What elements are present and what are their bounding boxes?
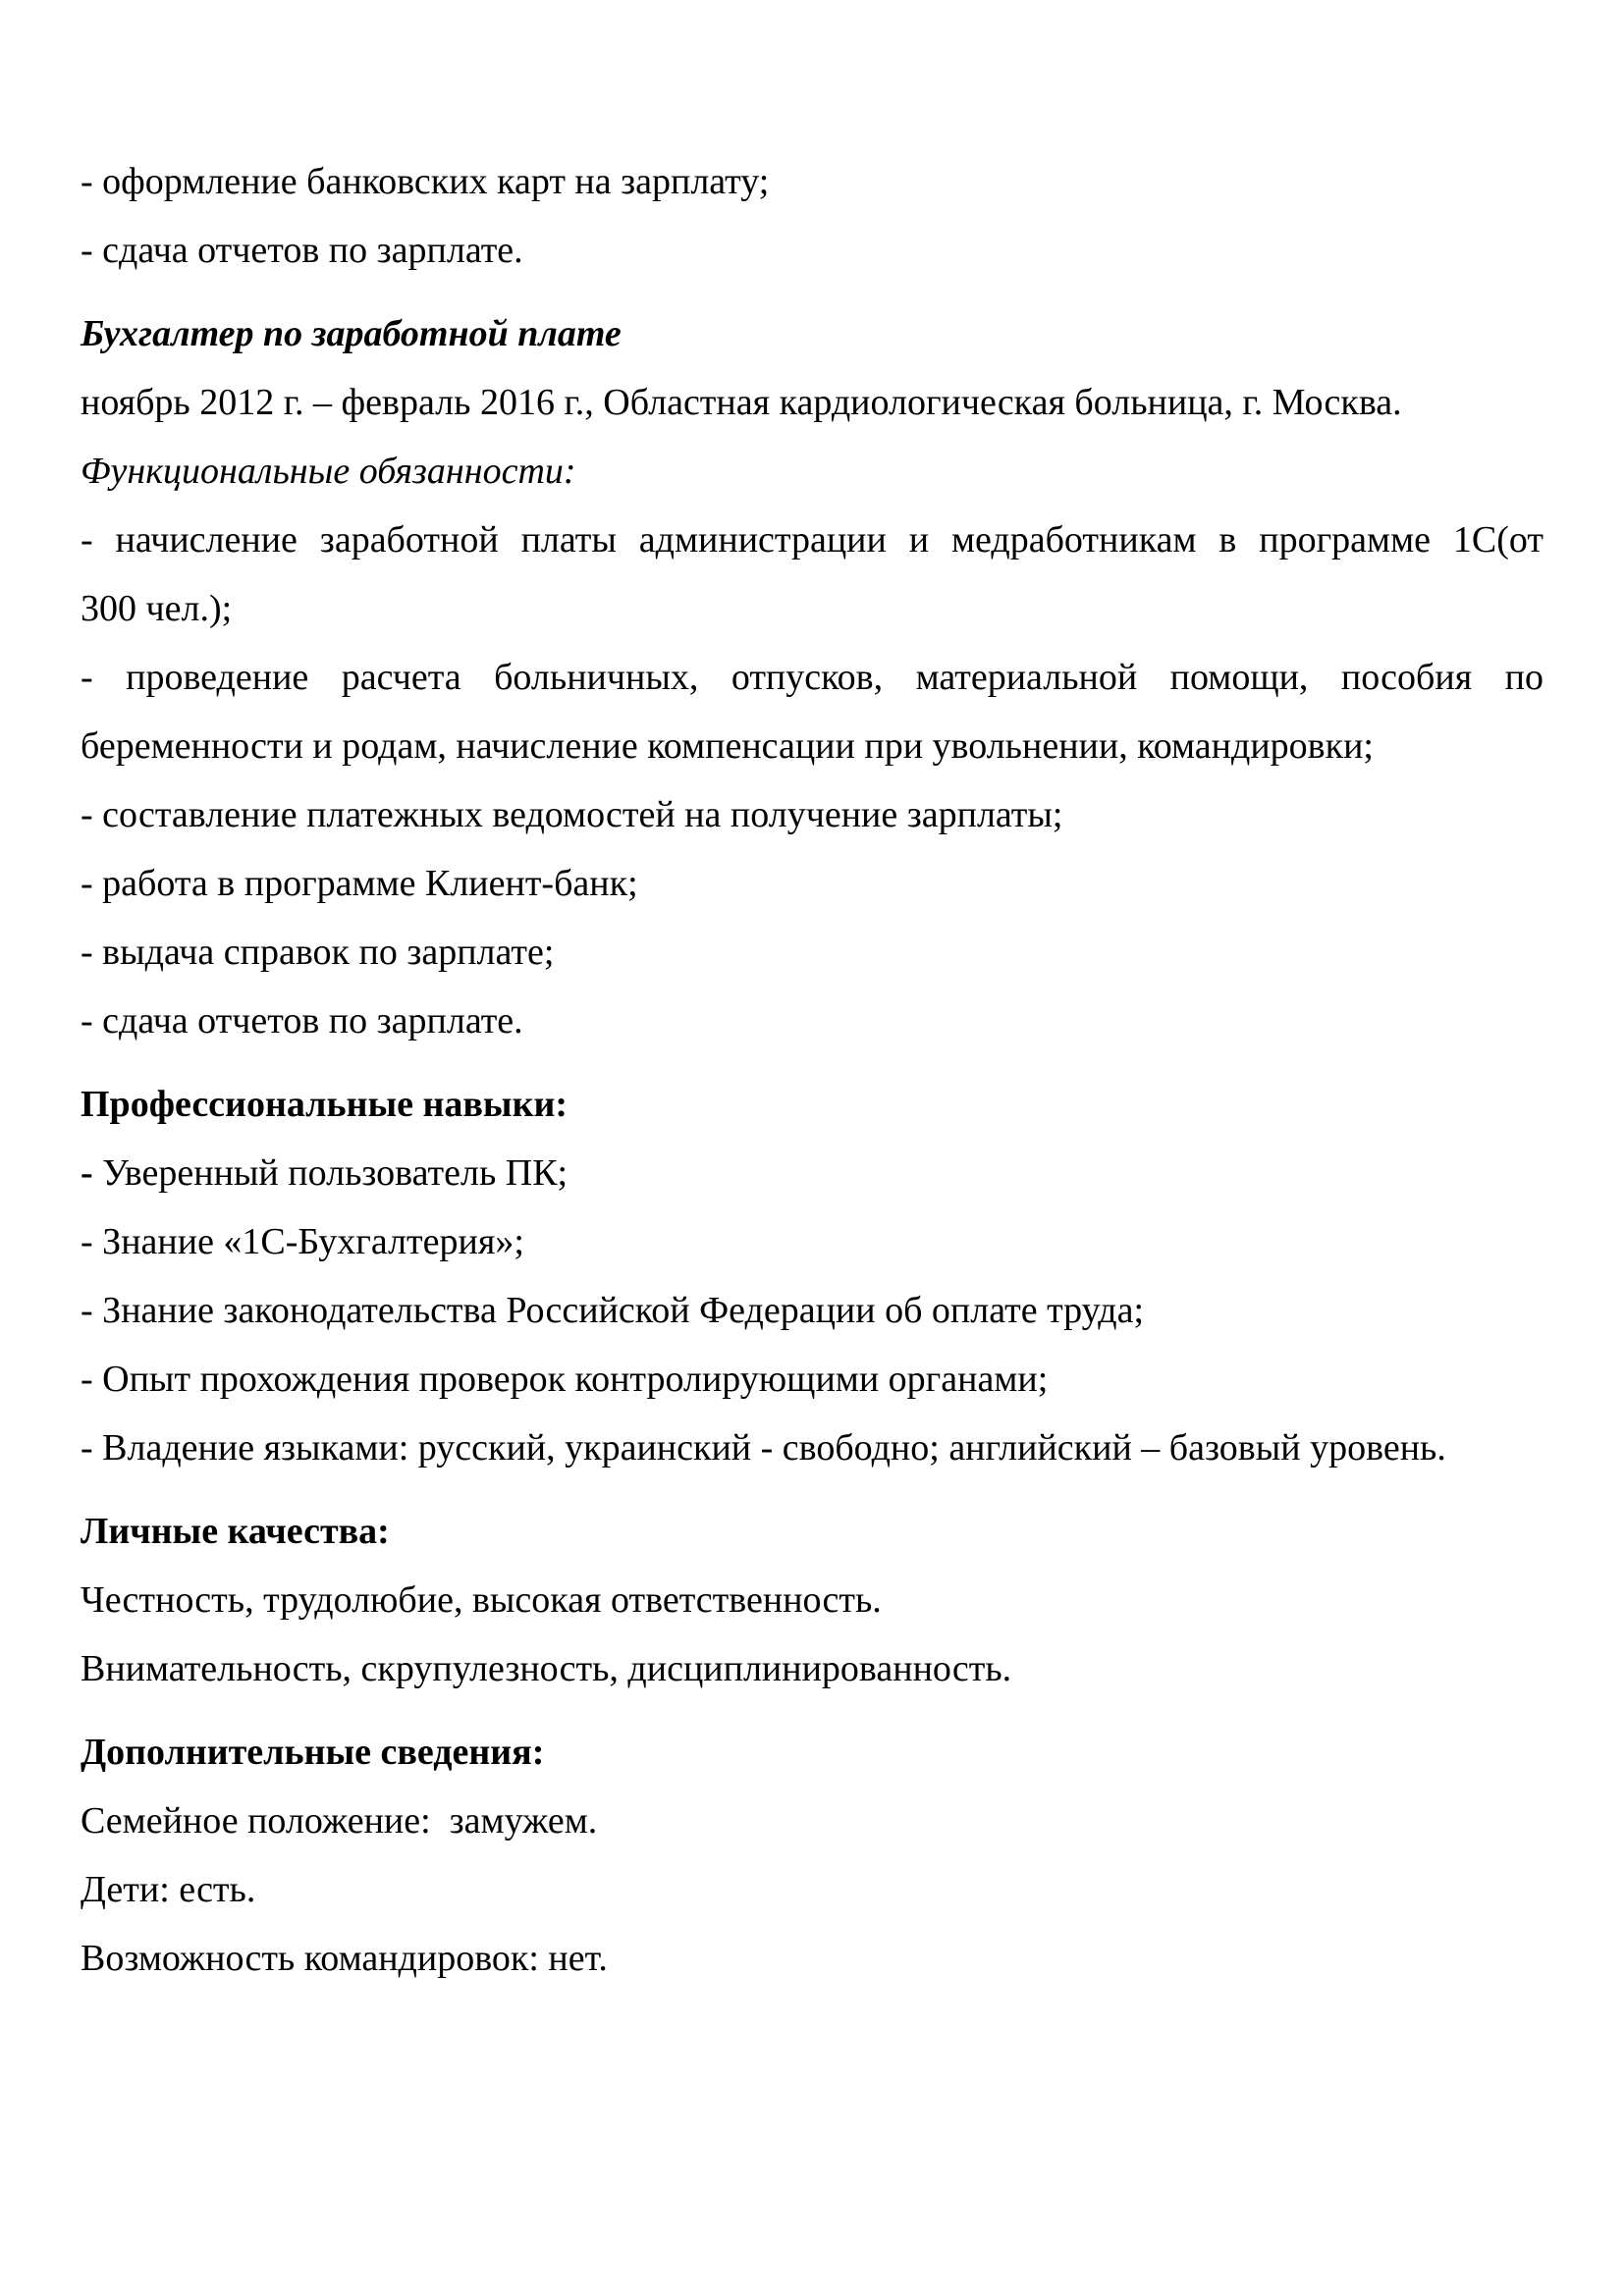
bullet-1c-accounting: - Знание «1С-Бухгалтерия»;: [81, 1221, 524, 1262]
duties-heading: Функциональные обязанности:: [81, 451, 576, 492]
bullet-law-knowledge: - Знание законодательства Российской Федерации об оплате труда;: [81, 1290, 1144, 1331]
business-trips-line: Возможность командировок: нет.: [81, 1938, 608, 1979]
bullet-pc-user: [81, 1139, 1543, 1207]
children-line: Дети: есть.: [81, 1869, 256, 1910]
bullet-pay-sheets: - составление платежных ведомостей на получение зарплаты;: [81, 794, 1063, 835]
bullet-salary-certificates: - выдача справок по зарплате;: [81, 932, 555, 973]
bullet-audit-experience: - Опыт прохождения проверок контролирующими органами;: [81, 1359, 1049, 1400]
bullet-languages: - Владение языками: русский, украинский - свободно; английский – базовый уровень.: [81, 1427, 1446, 1468]
bullet-payroll-line2: 300 чел.);: [81, 588, 233, 629]
personal-qualities-heading: Личные качества:: [81, 1511, 390, 1552]
bullet-pc-user-dash: -: [81, 1152, 93, 1194]
bullet-payroll-line1: - начисление заработной платы администрации и медработникам в программе 1С(от: [81, 519, 1543, 561]
bullet-calculations-line2: беременности и родам, начисление компенсации при увольнении, командировки;: [81, 725, 1374, 767]
personal-qualities-line2: Внимательность, скрупулезность, дисциплинированность.: [81, 1648, 1012, 1689]
job-position-title: Бухгалтер по заработной плате: [81, 313, 622, 354]
bullet-client-bank: - работа в программе Клиент-банк;: [81, 863, 638, 904]
bullet-salary-reports-prev: - сдача отчетов по зарплате.: [81, 230, 523, 271]
bullet-bank-cards: - оформление банковских карт на зарплату;: [81, 161, 770, 202]
skills-heading: Профессиональные навыки:: [81, 1084, 568, 1125]
personal-qualities-line1: Честность, трудолюбие, высокая ответственность.: [81, 1579, 882, 1621]
bullet-pc-user-text: Уверенный пользователь ПК;: [92, 1152, 568, 1194]
marital-status-line: Семейное положение: замужем.: [81, 1800, 598, 1842]
job-period-company: ноябрь 2012 г. – февраль 2016 г., Областная кардиологическая больница, г. Москва.: [81, 382, 1402, 423]
bullet-salary-reports: - сдача отчетов по зарплате.: [81, 1000, 523, 1041]
bullet-calculations-line1: - проведение расчета больничных, отпусков, материальной помощи, пособия по: [81, 657, 1543, 698]
additional-info-heading: Дополнительные сведения:: [81, 1732, 545, 1773]
